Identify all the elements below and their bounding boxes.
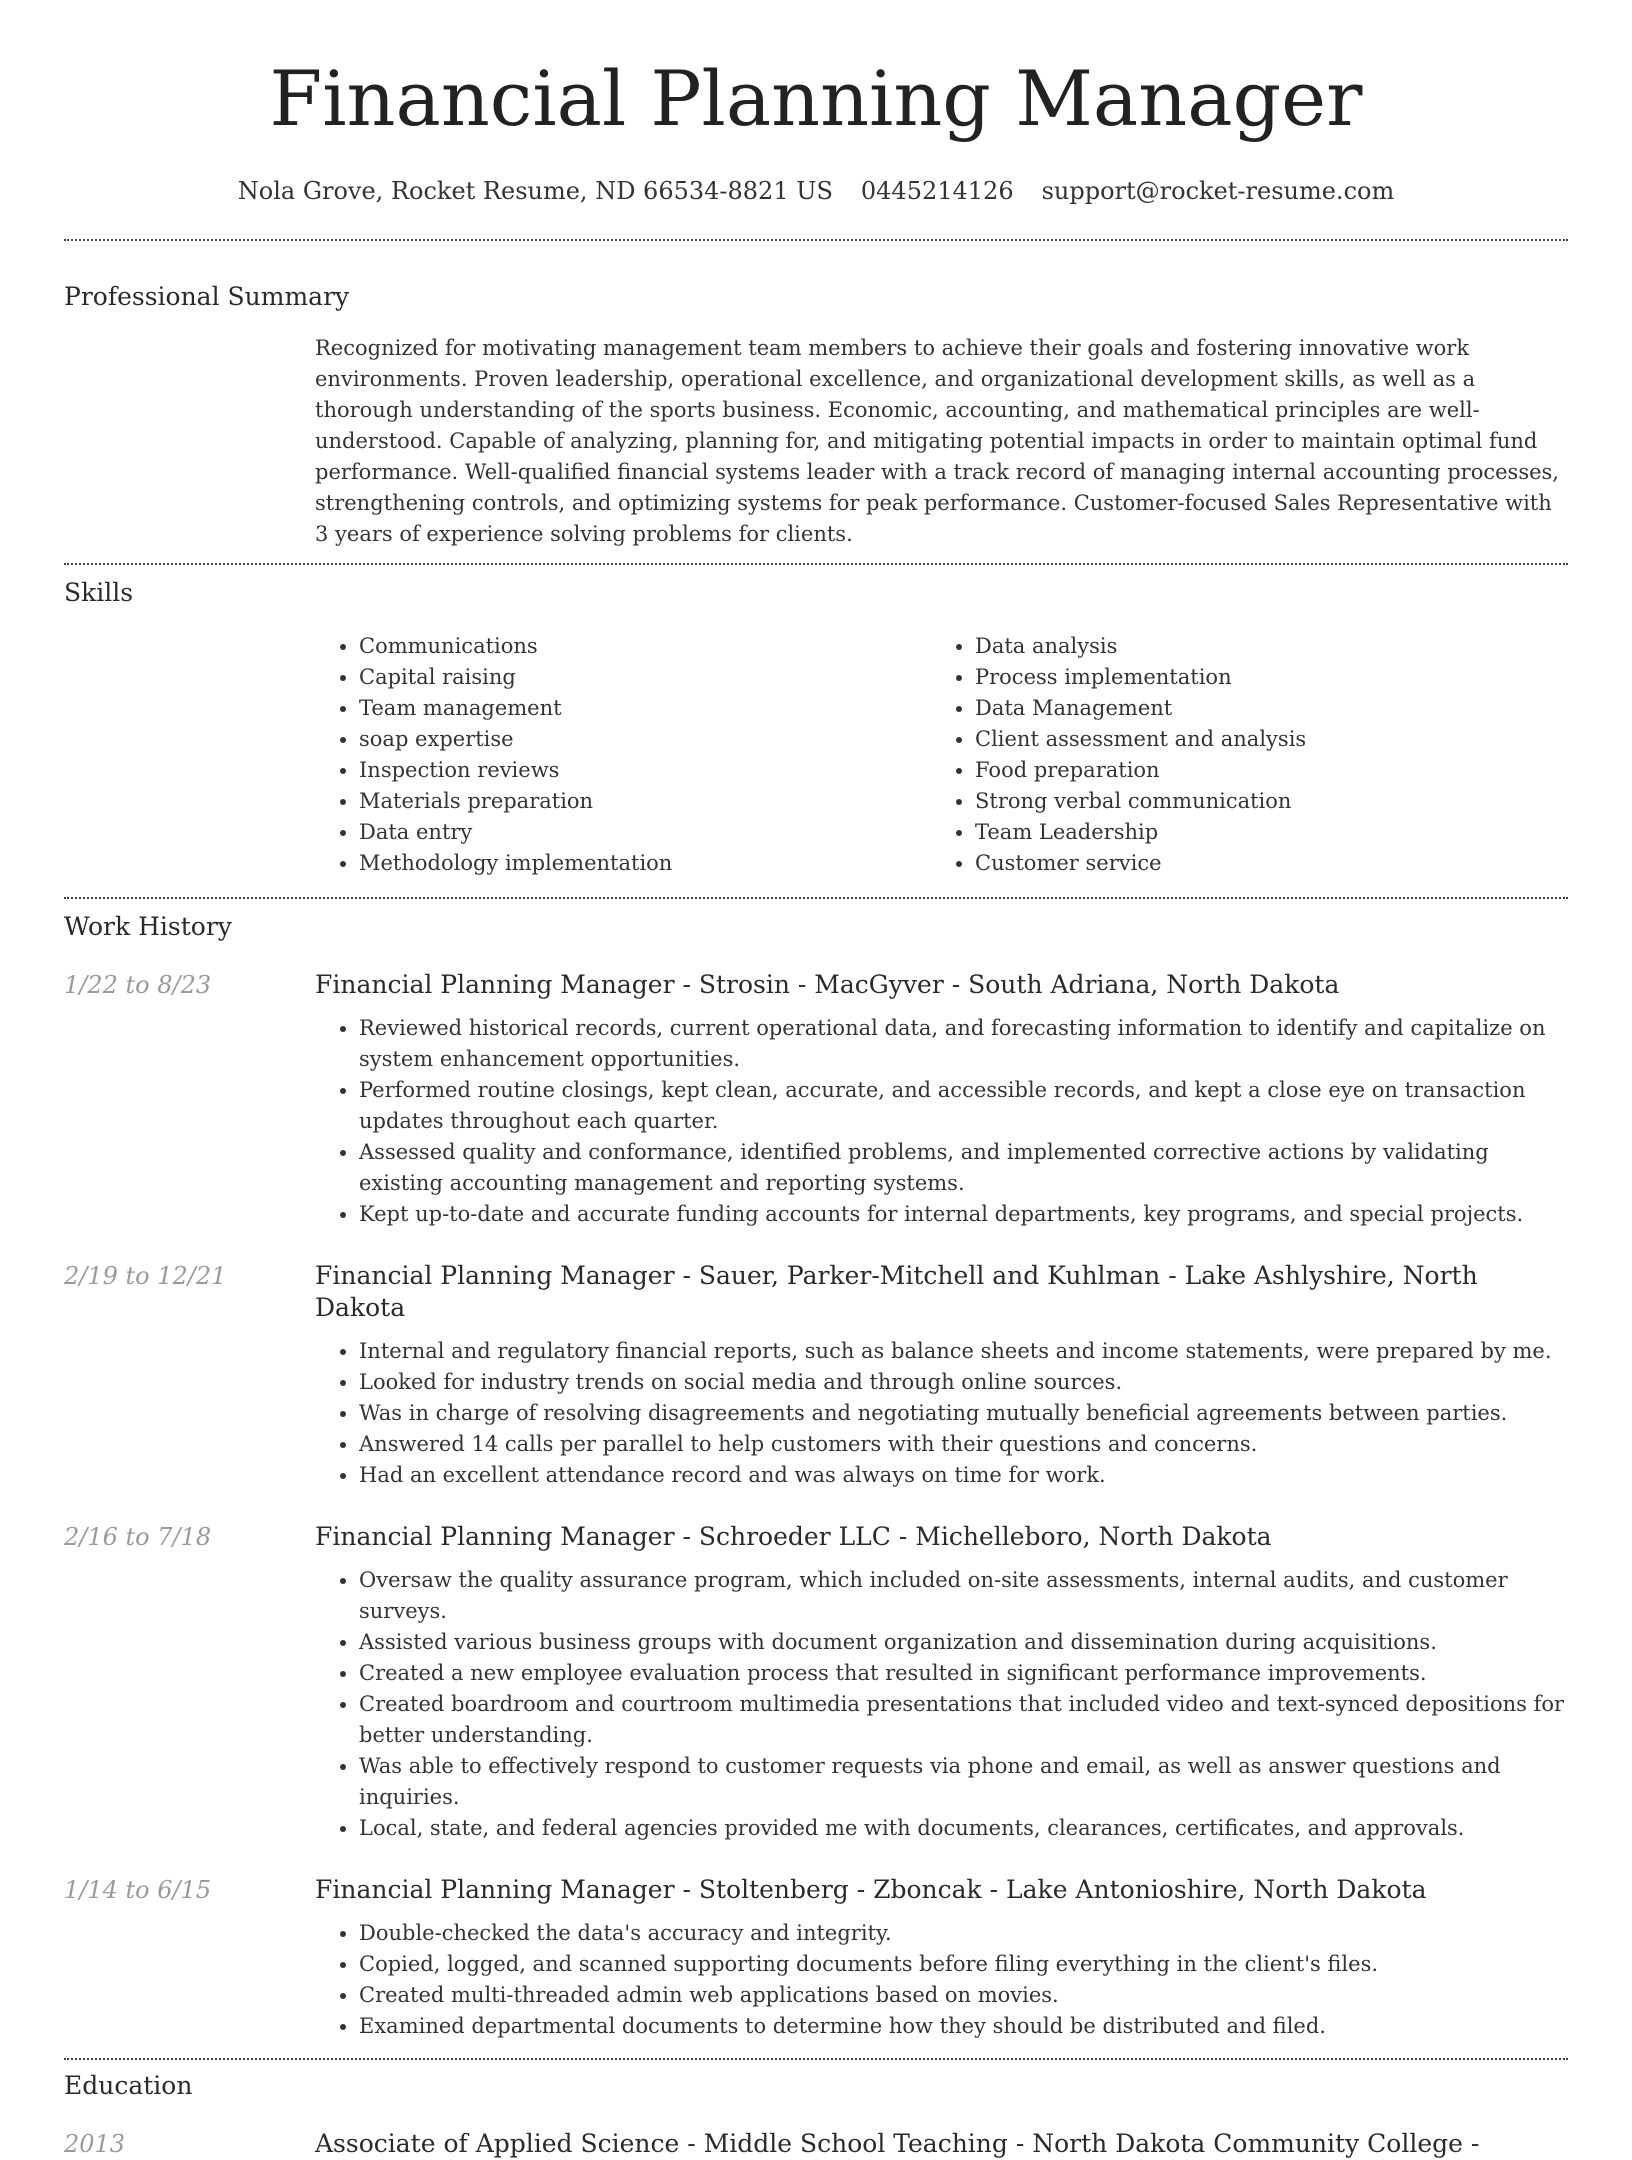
skill-item: • Process implementation — [975, 662, 1547, 693]
skill-item: • Data Management — [975, 693, 1547, 724]
contact-line — [64, 176, 1568, 206]
section-divider — [64, 2058, 1568, 2060]
skill-item: • Data analysis — [975, 631, 1547, 662]
skill-item: • Customer service — [975, 848, 1547, 879]
job-bullet: • Was in charge of resolving disagreements and negotiating mutually beneficial agreements between parties. — [359, 1398, 1568, 1429]
job-bullet: • Assisted various business groups with document organization and dissemination during acquisitions. — [359, 1627, 1568, 1658]
job-entry — [64, 1260, 1568, 1491]
resume-page — [64, 0, 1568, 2160]
job-bullet: • Was able to effectively respond to customer requests via phone and email, as well as answer questions and inquiries. — [359, 1751, 1568, 1813]
education-heading: Education — [64, 2071, 193, 2100]
section-divider — [64, 239, 1568, 241]
job-bullet: • Answered 14 calls per parallel to help customers with their questions and concerns. — [359, 1429, 1568, 1460]
job-entry — [64, 969, 1568, 1230]
job-entry — [64, 1874, 1568, 2042]
job-bullets — [315, 1013, 1568, 1230]
job-bullet: • Created boardroom and courtroom multimedia presentations that included video and text-synced depositions for better understanding. — [359, 1689, 1568, 1751]
skill-item: • Strong verbal communication — [975, 786, 1547, 817]
job-bullet: • Created multi-threaded admin web applications based on movies. — [359, 1980, 1568, 2011]
job-date: 2/16 to 7/18 — [64, 1523, 212, 1551]
section-divider — [64, 897, 1568, 899]
skill-item: • Communications — [359, 631, 931, 662]
work-history-list — [64, 969, 1568, 2042]
contact-phone: 0445214126 — [860, 177, 1014, 205]
skills-columns — [315, 631, 1568, 879]
job-bullet: • Created a new employee evaluation process that resulted in significant performance improvements. — [359, 1658, 1568, 1689]
job-entry — [64, 1521, 1568, 1844]
job-bullet: • Internal and regulatory financial reports, such as balance sheets and income statements, were prepared by me. — [359, 1336, 1568, 1367]
job-title: Financial Planning Manager - Stoltenberg - Zboncak - Lake Antonioshire, North Dakota — [315, 1875, 1427, 1904]
job-bullet: • Oversaw the quality assurance program, which included on-site assessments, internal audits, and customer surveys. — [359, 1565, 1568, 1627]
education-degree: Associate of Applied Science - Middle School Teaching - North Dakota Community College - — [315, 2129, 1480, 2158]
skill-item: • Food preparation — [975, 755, 1547, 786]
contact-email[interactable]: support@rocket-resume.com — [1041, 177, 1395, 205]
skill-item: • Inspection reviews — [359, 755, 931, 786]
job-bullet: • Examined departmental documents to determine how they should be distributed and filed. — [359, 2011, 1568, 2042]
resume-name-heading: Financial Planning Manager — [269, 54, 1363, 143]
summary-text: Recognized for motivating management team members to achieve their goals and fostering innovative work environments. Proven leadership, operational excellence, and organizational development skills, as well as a thorough understanding of the sports business. Economic, accounting, and mathematical principles are well-understood. Capable of analyzing, planning for, and mitigating potential impacts in order to maintain optimal fund performance. Well-qualified financial systems leader with a track record of managing internal accounting processes, strengthening controls, and optimizing systems for peak performance. Customer-focused Sales Representative with 3 years of experience solving problems for clients. — [315, 336, 1559, 546]
summary-heading: Professional Summary — [64, 282, 350, 311]
skill-item: • Materials preparation — [359, 786, 931, 817]
section-divider — [64, 563, 1568, 565]
skills-list-right — [931, 631, 1547, 879]
job-bullet: • Reviewed historical records, current operational data, and forecasting information to identify and capitalize on system enhancement opportunities. — [359, 1013, 1568, 1075]
job-date: 1/22 to 8/23 — [64, 971, 212, 999]
job-date: 1/14 to 6/15 — [64, 1876, 212, 1904]
contact-address: Nola Grove, Rocket Resume, ND 66534-8821 US — [237, 177, 833, 205]
job-bullet: • Assessed quality and conformance, identified problems, and implemented corrective actions by validating existing accounting management and reporting systems. — [359, 1137, 1568, 1199]
skill-item: • Team Leadership — [975, 817, 1547, 848]
job-bullet: • Double-checked the data's accuracy and integrity. — [359, 1918, 1568, 1949]
job-title: Financial Planning Manager - Schroeder LLC - Michelleboro, North Dakota — [315, 1522, 1272, 1551]
skills-body — [315, 631, 1568, 879]
job-bullet: • Local, state, and federal agencies provided me with documents, clearances, certificates, and approvals. — [359, 1813, 1568, 1844]
job-bullets — [315, 1336, 1568, 1491]
skill-item: • Team management — [359, 693, 931, 724]
job-bullet: • Performed routine closings, kept clean, accurate, and accessible records, and kept a close eye on transaction updates throughout each quarter. — [359, 1075, 1568, 1137]
skill-item: • Data entry — [359, 817, 931, 848]
job-title: Financial Planning Manager - Strosin - MacGyver - South Adriana, North Dakota — [315, 970, 1340, 999]
education-entry — [64, 2128, 1568, 2160]
job-bullet: • Copied, logged, and scanned supporting documents before filing everything in the client's files. — [359, 1949, 1568, 1980]
job-bullets — [315, 1918, 1568, 2042]
job-date: 2/19 to 12/21 — [64, 1262, 227, 1290]
job-title: Financial Planning Manager - Sauer, Parker-Mitchell and Kuhlman - Lake Ashlyshire, North Dakota — [315, 1261, 1478, 1322]
job-bullets — [315, 1565, 1568, 1844]
skills-list-left — [315, 631, 931, 879]
skill-item: • soap expertise — [359, 724, 931, 755]
education-date: 2013 — [64, 2130, 126, 2158]
skill-item: • Client assessment and analysis — [975, 724, 1547, 755]
work-history-heading: Work History — [64, 912, 232, 941]
job-bullet: • Looked for industry trends on social media and through online sources. — [359, 1367, 1568, 1398]
job-bullet: • Kept up-to-date and accurate funding accounts for internal departments, key programs, and special projects. — [359, 1199, 1568, 1230]
job-bullet: • Had an excellent attendance record and was always on time for work. — [359, 1460, 1568, 1491]
skills-heading: Skills — [64, 578, 134, 607]
skill-item: • Capital raising — [359, 662, 931, 693]
summary-body — [315, 333, 1568, 550]
skill-item: • Methodology implementation — [359, 848, 931, 879]
